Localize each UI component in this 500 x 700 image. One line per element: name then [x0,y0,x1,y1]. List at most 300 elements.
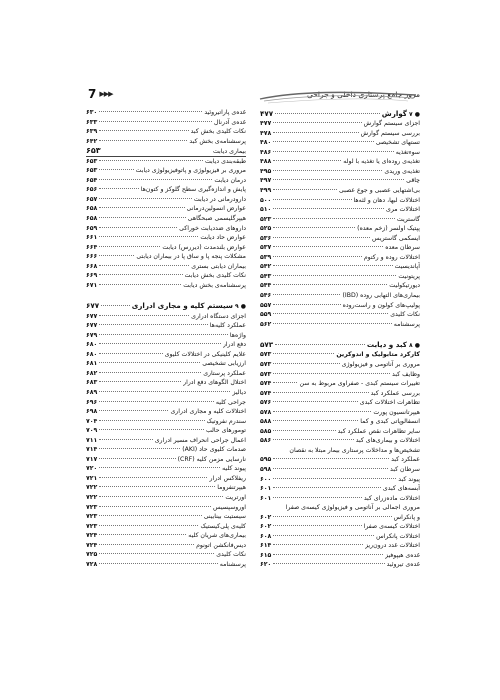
toc-entry [86,474,246,484]
toc-entry [86,340,246,350]
toc-entry [86,407,246,417]
toc-entry-title [383,484,420,494]
page-number: 7 [88,87,97,101]
toc-page-number: ۶۰۲ [260,523,272,531]
toc-entry-title [371,389,420,399]
toc-leader-dots [99,362,200,363]
toc-leader-dots [99,429,204,430]
toc-entry [260,301,420,311]
toc-entry-text: پولیپ‌های کولون و راست‌روده [342,301,420,309]
toc-leader-dots [273,497,361,498]
toc-entry [86,312,246,322]
toc-entry-title [342,291,420,301]
toc-entry-text: غده‌ی پاراتیروئید [204,109,246,116]
toc-entry-text: پایش و اندازه‌گیری سطح گلوکز و کتون‌ها [140,186,246,194]
toc-entry-text: اختلالات مری [386,206,420,214]
toc-entry-text: اختلالات و بیماری‌های کبد [355,437,420,445]
toc-entry-text: تغذیه‌ی وریدی [384,167,420,175]
toc-page-number: ۶۸۰ [86,341,98,349]
toc-entry-title [209,474,246,484]
toc-entry-title [336,350,420,360]
toc-page-number: ۵۴۶ [260,292,272,300]
toc-entry-title [165,350,246,360]
toc-entry-text: پیوند کبد [398,475,420,483]
toc-leader-dots [273,227,355,228]
toc-page-number: ۵۳۶ [260,234,272,242]
toc-leader-dots [273,170,382,171]
toc-entry [260,243,420,253]
toc-entry-text: پریتونیت [398,272,420,280]
toc-leader-dots [273,284,387,285]
toc-entry-title [200,233,246,243]
toc-leader-dots [99,467,220,468]
toc-page-number: ۷۲۲ [86,493,98,501]
toc-entry-title [182,445,246,455]
toc-page-number: ۵۶۲ [260,320,272,328]
toc-page-number: ۵۷۴ [260,389,272,397]
toc-entry [260,167,420,177]
toc-leader-dots [99,198,192,199]
toc-leader-dots [273,246,383,247]
toc-entry [260,541,420,551]
toc-entry-text: پیوند کلیه [222,465,246,473]
toc-leader-dots [99,553,214,554]
toc-leader-dots [273,275,396,276]
toc-entry-text: داروهای ضددیابت خوراکی [179,224,246,232]
toc-leader-dots [99,160,203,161]
toc-page-number: ۷۲۴ [86,541,98,549]
toc-entry [260,370,420,380]
toc-entry [86,350,246,360]
toc-leader-dots [273,563,384,564]
toc-page-number: ۶۳۹ [86,128,98,136]
toc-leader-dots [273,439,353,440]
toc-leader-dots [273,525,361,526]
toc-page-number: ۶۵۸ [86,215,98,223]
toc-leader-dots [99,496,223,497]
toc-leader-dots [273,265,392,266]
toc-entry-text: اختلالات کیسه‌ی صفرا [363,523,420,531]
toc-entry [260,129,420,139]
toc-entry-title [188,214,246,224]
toc-entry-title [373,408,420,418]
toc-right-column [260,108,420,570]
toc-page-number: ۷۰۹ [86,427,98,435]
toc-entry-title [204,512,246,522]
toc-entry-title [376,138,420,148]
toc-entry [86,331,246,341]
toc-page-number: ۶۸۱ [86,360,98,368]
chapter-marker: ● ۹ [235,303,246,311]
toc-page-number: ۵۷۴ [260,380,272,388]
toc-entry [260,494,420,504]
toc-entry [86,195,246,205]
toc-entry-title [398,475,420,485]
toc-leader-dots [273,313,388,314]
toc-leader-dots [99,207,184,208]
toc-entry-title [367,339,420,350]
toc-entry-text: سرطان معده [385,244,420,252]
toc-entry-title [187,204,247,214]
toc-page-number: ۷۱۴ [86,446,98,454]
page-number-group [88,87,113,101]
toc-page-number: ۵۷۳ [260,370,272,378]
toc-entry [260,446,420,456]
toc-leader-dots [273,353,334,354]
toc-leader-dots [99,255,134,256]
toc-page-number: ۶۷۹ [86,331,98,339]
toc-entry-title [339,186,420,196]
toc-entry-title [357,224,420,234]
toc-entry [86,503,246,513]
toc-entry-text: نکات کلیدی [216,551,246,559]
toc-page-number: ۷۲۳ [86,522,98,530]
toc-entry [260,389,420,399]
toc-entry-title [225,493,246,503]
toc-page-number: ۵۷۳ [260,360,272,368]
toc-leader-dots [273,323,391,324]
toc-page-number: ۴۹۹ [260,187,272,195]
toc-leader-dots [101,305,130,306]
toc-entry [260,465,420,475]
toc-entry-title [207,417,246,427]
toc-page-number: ۵۸۵ [260,427,272,435]
toc-page-number: ۵۲۵ [260,225,272,233]
toc-page-number: ۶۵۸ [86,205,98,213]
toc-leader-dots [275,113,380,114]
toc-entry-text: غده‌ی هیپوفیز [385,551,420,559]
toc-page-number: ۴۷۷ [260,120,272,128]
toc-entry-title [299,379,420,389]
chapter-marker: ● ۷ [409,111,420,118]
toc-page-number: ۵۹۵ [260,456,272,464]
toc-entry-title [194,195,246,205]
toc-entry [86,464,246,474]
toc-entry [86,398,246,408]
toc-entry [260,427,420,437]
toc-entry-title [361,129,420,139]
toc-chapter-heading [260,108,420,119]
toc-entry-text: اختلالات کلیه و مجاری ادراری [170,408,246,416]
toc-entry-text: اورتریت [225,493,246,501]
toc-entry-text: وظایف کبد [392,370,420,378]
toc-entry-text: سایر تظاهرات نقص عملکرد کبد [337,427,420,435]
toc-entry-title [356,436,420,446]
toc-page-number: ۷۲۸ [86,560,98,568]
toc-entry-title [360,398,420,408]
toc-leader-dots [273,411,371,412]
toc-page-number: ۵۸۸ [260,418,272,426]
toc-entry [86,359,246,369]
toc-entry [86,426,246,436]
toc-leader-dots [273,544,363,545]
toc-entry-text: نکات کلیدی بخش کبد [190,128,246,136]
toc-page-number: ۶۳۰ [86,109,98,116]
toc-leader-dots [99,284,181,285]
toc-entry-text: ریفلاکس ادرار [209,474,246,482]
toc-page-number: ۴۸۰ [260,139,272,147]
toc-entry-title [204,108,246,118]
toc-entry-title [213,147,246,157]
toc-page-number: ۷۲۴ [86,532,98,540]
toc-page-number: ۶۶۶ [86,253,98,261]
toc-entry-text: واژه‌ها [229,331,246,339]
toc-leader-dots [99,401,214,402]
toc-entry-title [385,243,420,253]
toc-entry [86,378,246,388]
toc-leader-dots [273,179,404,180]
toc-page-number: ۶۵۶ [86,186,98,194]
toc-page-number: ۶۵۴ [86,176,98,184]
toc-entry [260,310,420,320]
toc-entry-text: انسفالوپاتی کبدی و کما [360,418,420,426]
toc-entry-title [214,176,246,186]
toc-entry [260,119,420,129]
toc-entry [86,445,246,455]
toc-entry-title [354,196,420,206]
toc-entry [260,253,420,263]
toc-section-heading [86,146,246,157]
toc-entry-text: سندرم نفروتیک [206,417,246,425]
toc-leader-dots [99,217,185,218]
toc-entry [260,350,420,360]
toc-entry-title [191,127,246,137]
toc-entry [86,233,246,243]
toc-leader-dots [99,563,217,564]
toc-entry-text: مروری بر فیزیولوژی و پاتوفیزیولوژی دیابت [135,167,246,175]
toc-entry [86,243,246,253]
toc-page-number: ۷۲۰ [86,465,98,473]
toc-page-number: ۵۸۶ [260,437,272,445]
toc-entry-title [188,531,246,541]
toc-entry [86,127,246,137]
toc-entry-text: نکات کلیدی [390,311,420,319]
toc-entry [260,291,420,301]
toc-entry-text: غده‌ی آدرنال [213,118,246,126]
toc-entry-text: بررسی سیستم گوارش [360,129,420,137]
toc-page-number: ۵۲۳ [260,215,272,223]
toc-leader-dots [99,236,198,237]
toc-entry-text: تستهای تشخیصی [375,139,420,147]
toc-leader-dots [99,343,221,344]
toc-entry-title [191,262,246,272]
toc-entry [260,398,420,408]
toc-entry [260,417,420,427]
toc-entry-title [394,513,420,523]
toc-entry-title [183,281,246,291]
toc-entry-title [392,370,420,380]
toc-entry [86,369,246,379]
toc-entry-title [196,541,246,551]
toc-entry-text: گاستریت [396,215,420,223]
toc-entry-text: چاقی [406,177,420,185]
toc-entry-text: آبسه‌های کبدی [382,485,420,493]
toc-entry-text: مشکلات پنجه پا و ساق پا در بیماران دیابتی [136,253,246,261]
toc-leader-dots [99,439,152,440]
toc-page-number: ۶۹۶ [86,398,98,406]
toc-entry-text: بی‌اشتهایی عصبی و جوع عصبی [339,187,420,195]
toc-leader-dots [99,179,212,180]
toc-entry-text: اوروسپسیس [212,503,246,511]
toc-entry-title [382,108,420,119]
toc-entry-title [216,398,246,408]
toc-leader-dots [273,373,390,374]
toc-page-number: ۷۰۴ [86,417,98,425]
toc-entry [86,157,246,167]
toc-entry [260,436,420,446]
toc-spacer [260,329,420,339]
toc-page-number: ۶۵۷ [86,195,98,203]
toc-entry-title [178,455,246,465]
toc-page-number: ۶۷۱ [86,281,98,289]
toc-entry-title [390,310,420,320]
toc-page-number: ۴۸۶ [260,148,272,156]
toc-entry [86,281,246,291]
toc-leader-dots [273,420,358,421]
toc-entry-text: هیپرتنفروما [217,484,246,492]
toc-entry-text: عوارض حاد دیابت [200,234,246,242]
toc-entry-title [343,157,420,167]
toc-entry-text: ارزیابی تشخیصی [202,360,246,368]
toc-entry-title [155,436,246,446]
toc-leader-dots [275,344,365,345]
toc-entry-text: کارکرد متابولیک و اندوکرین [336,351,420,359]
toc-entry-text: اختلالات ماده‌زرای کبد [363,494,420,502]
toc-leader-dots [99,324,207,325]
toc-page-number: ۶۲۰ [260,561,272,569]
toc-entry-text: نکات کلیدی بخش دیابت [184,272,246,280]
toc-entry-text: بررسی عملکرد کبد [370,389,420,397]
toc-leader-dots [273,458,389,459]
toc-left-column [86,108,246,570]
toc-entry [86,262,246,272]
toc-leader-dots [99,130,188,131]
toc-entry-text: دیورتیکولیت [389,282,420,290]
toc-entry [260,196,420,206]
toc-entry [260,234,420,244]
toc-page-number: ۶۵۳ [86,167,98,175]
toc-entry-text: کبد و دیابت [366,340,407,350]
toc-entry-title [183,378,246,388]
toc-entry-text: هیپرگلیسمی صبحگاهی [187,215,246,223]
toc-leader-dots [99,274,182,275]
toc-leader-dots [99,353,162,354]
toc-page-number: ۶۰۸ [260,532,272,540]
toc-entry [260,408,420,418]
toc-entry-text: سیستیت بینابینی [203,513,246,521]
toc-entry-title [232,388,246,398]
toc-leader-dots [99,372,201,373]
toc-page-number: ۴۹۵ [260,167,272,175]
toc-page-number: ۶۷۷ [86,312,98,320]
toc-entry [260,360,420,370]
toc-entry-title [170,407,246,417]
toc-entry [260,176,420,186]
toc-entry-title [189,137,246,147]
toc-entry-text: عملکرد کبد [391,456,420,464]
toc-entry-text: عوارض بلندمدت (دیررس) دیابت [162,243,246,251]
toc-entry-text: غده‌ی تیروئید [386,561,420,569]
toc-entry-title [210,321,246,331]
toc-entry [86,388,246,398]
toc-entry-text: اختلالات لبها، دهان و لثه‌ها [353,196,420,204]
toc-page-number: ۶۴۲ [86,137,98,145]
toc-page-number: ۶۰۱ [260,485,272,493]
toc-entry-text: دارودرمانی در دیابت [193,195,246,203]
toc-entry-text: عملکرد پرستاری [203,369,246,377]
toc-entry [260,205,420,215]
toc-leader-dots [99,381,181,382]
toc-leader-dots [273,382,297,383]
toc-page-number: ۶۸۳ [86,379,98,387]
toc-entry-title [185,271,246,281]
toc-entry-title [141,185,246,195]
toc-page-number: ۷۲۳ [86,503,98,511]
toc-page-number: ۶۱۴ [260,542,272,550]
toc-leader-dots [273,304,340,305]
toc-chapter-heading [86,300,246,311]
toc-entry-title [220,560,246,570]
toc-leader-dots [273,208,384,209]
toc-entry-title [364,253,420,263]
toc-leader-dots [273,554,383,555]
toc-leader-dots [99,391,230,392]
toc-entry-title [289,446,420,456]
toc-leader-dots [99,111,202,112]
toc-entry-text: پرسشنامه [393,320,420,328]
toc-entry [260,513,420,523]
toc-entry-text: بیماران دیابتی بستری [191,262,246,270]
toc-entry [260,148,420,158]
toc-entry-text: عملکرد کلیه‌ها [209,322,246,330]
toc-page-number: ۶۸۲ [86,369,98,377]
toc-page-number: ۵۱۰ [260,206,272,214]
toc-entry-text: تغییرات سیستم کبدی - صفراوی مربوط به سن [299,380,420,388]
toc-entry-title [213,503,246,513]
toc-entry [86,176,246,186]
toc-entry-title [216,550,246,560]
toc-page-number: ۵۴۴ [260,282,272,290]
toc-leader-dots [99,315,189,316]
toc-entry [260,379,420,389]
toc-page-number: ۴۷۷ [260,109,274,118]
toc-entry [86,455,246,465]
toc-entry [86,137,246,147]
toc-entry [260,475,420,485]
toc-entry-title [364,494,420,504]
toc-entry-text: صدمات کلیوی حاد (AKI) [182,446,246,454]
toc-entry [86,224,246,234]
toc-page-number: ۵۳۹ [260,253,272,261]
toc-entry-text: پرسشنامه‌ی بخش کبد [189,137,246,145]
toc-leader-dots [273,363,339,364]
toc-leader-dots [99,477,207,478]
toc-entry [86,214,246,224]
toc-entry-text: آپاندیسیت [394,263,420,271]
toc-entry [260,262,420,272]
toc-leader-dots [273,468,388,469]
toc-entry-title [202,359,246,369]
toc-page-number: ۶۰۲ [260,513,272,521]
toc-leader-dots [99,534,186,535]
toc-page-number: ۶۵۳ [86,146,101,156]
toc-entry-text: جراحی کلیه [215,398,246,406]
toc-leader-dots [273,256,362,257]
toc-leader-dots [99,506,211,507]
toc-page-number: ۶۵۹ [86,224,98,232]
toc-leader-dots [99,515,201,516]
toc-entry-title [384,167,420,177]
